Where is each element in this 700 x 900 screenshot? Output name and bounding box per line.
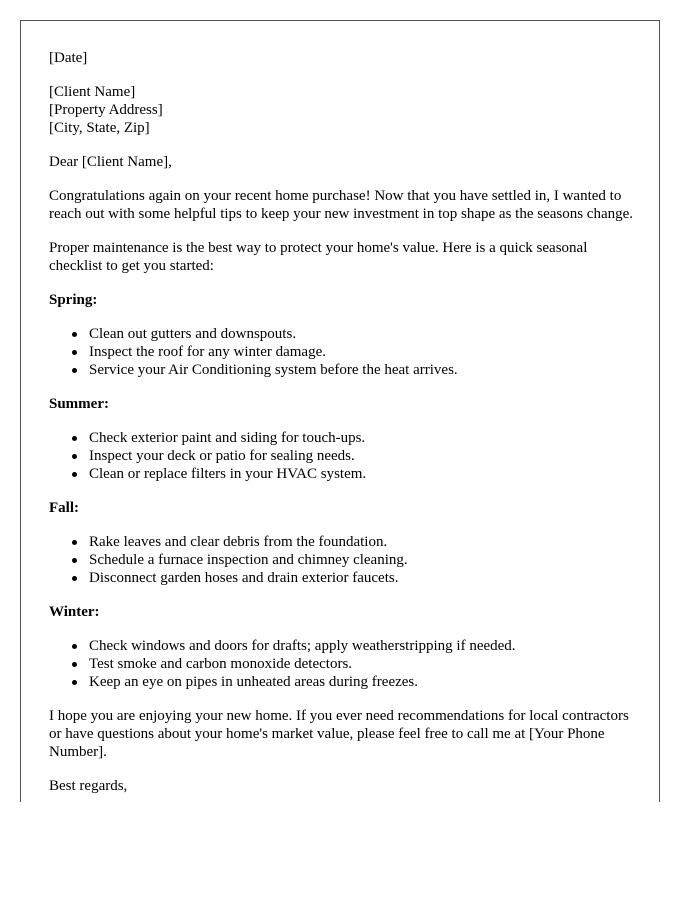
season-list-winter — [49, 637, 639, 691]
bullet-icon — [72, 644, 77, 649]
property-address: [Property Address] — [49, 102, 163, 118]
bullet-icon — [72, 368, 77, 373]
list-item: Test smoke and carbon monoxide detectors. — [89, 655, 639, 673]
bullet-icon — [72, 350, 77, 355]
intro-paragraph: Congratulations again on your recent home purchase! Now that you have settled in, I wanted to reach out with some helpful tips to keep your new investment in top shape as the seasons change. — [49, 188, 634, 222]
list-item: Rake leaves and clear debris from the foundation. — [89, 533, 639, 551]
list-item: Keep an eye on pipes in unheated areas during freezes. — [89, 673, 639, 691]
bullet-icon — [72, 576, 77, 581]
bullet-icon — [72, 558, 77, 563]
bullet-icon — [72, 332, 77, 337]
list-item: Inspect your deck or patio for sealing needs. — [89, 447, 639, 465]
closing-paragraph: I hope you are enjoying your new home. If you ever need recommendations for local contractors or have questions about your home's market value, please feel free to call me at [Your Phone Number]. — [49, 708, 629, 760]
bullet-icon — [72, 540, 77, 545]
letter-page — [20, 20, 660, 802]
greeting: Dear [Client Name], — [49, 154, 172, 170]
bullet-icon — [72, 454, 77, 459]
checklist-intro-paragraph: Proper maintenance is the best way to protect your home's value. Here is a quick seasonal checklist to get you started: — [49, 240, 588, 274]
list-item: Schedule a furnace inspection and chimney cleaning. — [89, 551, 639, 569]
letter-date: [Date] — [49, 50, 88, 66]
sign-off: Best regards, — [49, 778, 128, 794]
season-list-fall — [49, 533, 639, 587]
season-title-fall: Fall: — [49, 500, 79, 516]
list-item: Check exterior paint and siding for touch-ups. — [89, 429, 639, 447]
bullet-icon — [72, 662, 77, 667]
season-title-winter: Winter: — [49, 604, 100, 620]
season-list-spring — [49, 325, 639, 379]
recipient-address-block — [49, 83, 639, 137]
season-title-summer: Summer: — [49, 396, 109, 412]
season-list-summer — [49, 429, 639, 483]
letter-body — [49, 49, 639, 802]
list-item: Check windows and doors for drafts; apply weatherstripping if needed. — [89, 637, 639, 655]
list-item: Inspect the roof for any winter damage. — [89, 343, 639, 361]
list-item: Clean or replace filters in your HVAC system. — [89, 465, 639, 483]
client-name: [Client Name] — [49, 84, 136, 100]
season-title-spring: Spring: — [49, 292, 98, 308]
bullet-icon — [72, 680, 77, 685]
list-item: Clean out gutters and downspouts. — [89, 325, 639, 343]
list-item: Disconnect garden hoses and drain exterior faucets. — [89, 569, 639, 587]
bullet-icon — [72, 436, 77, 441]
city-state-zip: [City, State, Zip] — [49, 120, 150, 136]
list-item: Service your Air Conditioning system before the heat arrives. — [89, 361, 639, 379]
bullet-icon — [72, 472, 77, 477]
